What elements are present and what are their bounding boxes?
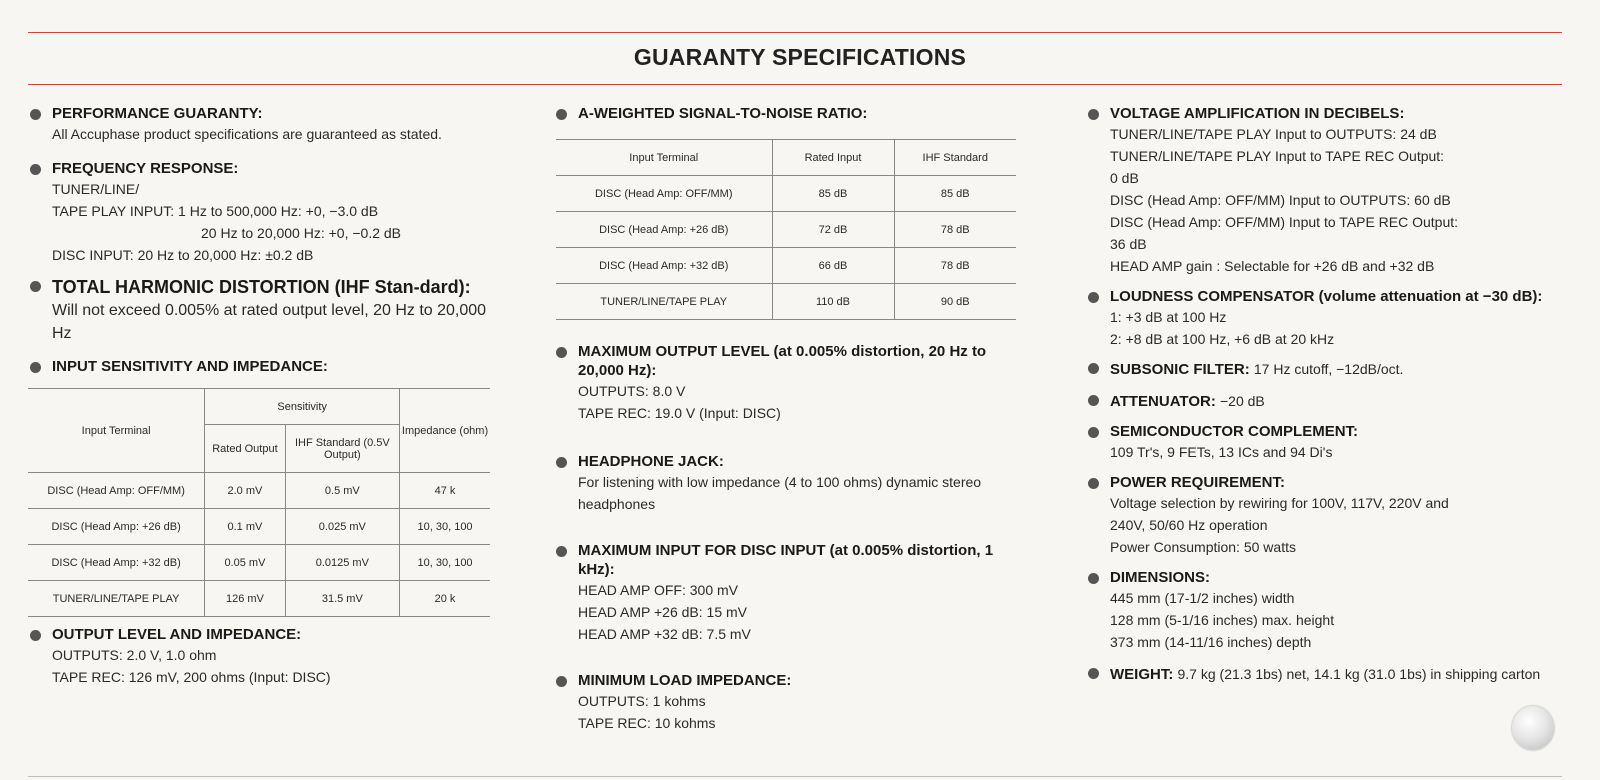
section-heading: MINIMUM LOAD IMPEDANCE: <box>578 672 792 689</box>
spec-line: 445 mm (17-1/2 inches) width <box>1110 590 1295 606</box>
spec-value: −20 dB <box>1220 393 1265 409</box>
table-header: Input Terminal <box>556 140 772 176</box>
spec-line: 240V, 50/60 Hz operation <box>1110 517 1268 533</box>
table-cell: TUNER/LINE/TAPE PLAY <box>28 581 205 617</box>
table-row <box>556 212 1016 248</box>
subsonic-filter-section <box>1088 358 1568 380</box>
thd-section <box>30 276 502 345</box>
spec-line: 36 dB <box>1110 236 1147 252</box>
section-heading: OUTPUT LEVEL AND IMPEDANCE: <box>52 626 302 643</box>
spec-line: Power Consumption: 50 watts <box>1110 539 1296 555</box>
section-heading: SEMICONDUCTOR COMPLEMENT: <box>1110 423 1359 440</box>
page-title: GUARANTY SPECIFICATIONS <box>633 44 967 70</box>
table-cell: 78 dB <box>894 212 1016 248</box>
semiconductor-section <box>1088 422 1568 463</box>
section-heading: LOUDNESS COMPENSATOR (volume attenuation at −30 dB): <box>1110 288 1543 305</box>
spec-line: TAPE REC: 10 kohms <box>578 715 716 731</box>
section-heading: HEADPHONE JACK: <box>578 453 724 470</box>
weight-section <box>1088 663 1568 685</box>
page-corner-button <box>1512 706 1554 750</box>
table-row <box>28 581 490 617</box>
section-body: For listening with low impedance (4 to 100 ohms) dynamic stereo headphones <box>578 474 982 512</box>
section-heading: VOLTAGE AMPLIFICATION IN DECIBELS: <box>1110 105 1405 122</box>
table-cell: 31.5 mV <box>285 581 399 617</box>
table-row <box>556 176 1016 212</box>
section-body: Will not exceed 0.005% at rated output level, 20 Hz to 20,000 Hz <box>52 302 487 342</box>
table-row <box>28 509 490 545</box>
table-row <box>556 284 1016 320</box>
table-cell: 20 k <box>400 581 490 617</box>
table-cell: 85 dB <box>772 176 894 212</box>
spec-line: HEAD AMP +32 dB: 7.5 mV <box>578 626 751 642</box>
spec-line: TUNER/LINE/ <box>52 181 140 197</box>
table-header: Rated Input <box>772 140 894 176</box>
section-body: 109 Tr's, 9 FETs, 13 ICs and 94 Di's <box>1110 444 1333 460</box>
spec-line: 373 mm (14-11/16 inches) depth <box>1110 634 1312 650</box>
spec-line: DISC (Head Amp: OFF/MM) Input to OUTPUTS: 60 dB <box>1110 192 1451 208</box>
table-row <box>28 473 490 509</box>
table-cell: 85 dB <box>894 176 1016 212</box>
table-header-row <box>556 140 1016 176</box>
frequency-response-section <box>30 159 502 266</box>
table-cell: 0.1 mV <box>205 509 285 545</box>
table-cell: DISC (Head Amp: +26 dB) <box>556 212 772 248</box>
power-requirement-section <box>1088 473 1568 558</box>
table-cell: 110 dB <box>772 284 894 320</box>
spec-line: TAPE REC: 126 mV, 200 ohms (Input: DISC) <box>52 669 331 685</box>
table-cell: TUNER/LINE/TAPE PLAY <box>556 284 772 320</box>
table-cell: 0.05 mV <box>205 545 285 581</box>
spec-line: 128 mm (5-1/16 inches) max. height <box>1110 612 1335 628</box>
spec-line: OUTPUTS: 8.0 V <box>578 383 686 399</box>
table-cell: DISC (Head Amp: OFF/MM) <box>556 176 772 212</box>
table-cell: 126 mV <box>205 581 285 617</box>
attenuator-section <box>1088 390 1568 412</box>
table-header: IHF Standard (0.5V Output) <box>285 425 399 473</box>
table-header: Rated Output <box>205 425 285 473</box>
spec-line: OUTPUTS: 2.0 V, 1.0 ohm <box>52 647 217 663</box>
footer-rule <box>28 776 1562 777</box>
section-heading: DIMENSIONS: <box>1110 569 1211 586</box>
input-sensitivity-section <box>30 357 502 376</box>
spec-line: DISC INPUT: 20 Hz to 20,000 Hz: ±0.2 dB <box>52 247 314 263</box>
spec-value: 17 Hz cutoff, −12dB/oct. <box>1253 361 1404 377</box>
table-header: Input Terminal <box>28 389 205 473</box>
section-body: All Accuphase product specifications are guaranteed as stated. <box>52 126 442 142</box>
section-heading: TOTAL HARMONIC DISTORTION (IHF Stan-dard): <box>52 277 471 297</box>
snr-table <box>556 139 1016 320</box>
section-heading: MAXIMUM INPUT FOR DISC INPUT (at 0.005% distortion, 1 kHz): <box>578 542 994 578</box>
table-cell: DISC (Head Amp: +26 dB) <box>28 509 205 545</box>
table-cell: 90 dB <box>894 284 1016 320</box>
table-cell: 72 dB <box>772 212 894 248</box>
spec-line: Voltage selection by rewiring for 100V, 117V, 220V and <box>1110 495 1449 511</box>
section-heading: ATTENUATOR: <box>1110 393 1216 410</box>
performance-guaranty-section <box>30 104 502 145</box>
column-1 <box>30 104 502 688</box>
column-2 <box>556 104 1032 734</box>
table-row <box>556 248 1016 284</box>
table-cell: DISC (Head Amp: +32 dB) <box>556 248 772 284</box>
section-heading: INPUT SENSITIVITY AND IMPEDANCE: <box>52 358 328 375</box>
table-cell: 0.0125 mV <box>285 545 399 581</box>
table-cell: 10, 30, 100 <box>400 545 490 581</box>
section-heading: MAXIMUM OUTPUT LEVEL (at 0.005% distortion, 20 Hz to 20,000 Hz): <box>578 343 987 379</box>
headphone-section <box>556 452 1032 515</box>
table-header: Sensitivity <box>205 389 400 425</box>
section-heading: POWER REQUIREMENT: <box>1110 474 1286 491</box>
spec-line: 1: +3 dB at 100 Hz <box>1110 309 1227 325</box>
table-header: IHF Standard <box>894 140 1016 176</box>
table-cell: DISC (Head Amp: OFF/MM) <box>28 473 205 509</box>
input-sensitivity-table <box>28 388 490 617</box>
table-cell: 78 dB <box>894 248 1016 284</box>
spec-line: 20 Hz to 20,000 Hz: +0, −0.2 dB <box>201 225 402 241</box>
table-cell: 10, 30, 100 <box>400 509 490 545</box>
spec-line: TUNER/LINE/TAPE PLAY Input to TAPE REC Output: <box>1110 148 1445 164</box>
spec-line: TUNER/LINE/TAPE PLAY Input to OUTPUTS: 24 dB <box>1110 126 1437 142</box>
spec-line: TAPE REC: 19.0 V (Input: DISC) <box>578 405 781 421</box>
spec-line: HEAD AMP gain : Selectable for +26 dB and +32 dB <box>1110 258 1435 274</box>
max-output-section <box>556 342 1032 424</box>
top-rule <box>28 32 1562 33</box>
section-heading: PERFORMANCE GUARANTY: <box>52 105 263 122</box>
spec-line: HEAD AMP OFF: 300 mV <box>578 582 739 598</box>
section-heading: SUBSONIC FILTER: <box>1110 361 1250 378</box>
table-cell: 2.0 mV <box>205 473 285 509</box>
table-cell: 66 dB <box>772 248 894 284</box>
spec-line: TAPE PLAY INPUT: 1 Hz to 500,000 Hz: +0, −3.0 dB <box>52 203 379 219</box>
title-rule <box>28 84 1562 85</box>
spec-line: OUTPUTS: 1 kohms <box>578 693 706 709</box>
output-level-section <box>30 625 502 688</box>
table-header-row <box>28 389 490 425</box>
table-cell: 0.025 mV <box>285 509 399 545</box>
table-header: Impedance (ohm) <box>400 389 490 473</box>
spec-line: DISC (Head Amp: OFF/MM) Input to TAPE REC Output: <box>1110 214 1459 230</box>
table-cell: 0.5 mV <box>285 473 399 509</box>
section-heading: WEIGHT: <box>1110 666 1174 683</box>
spec-value: 9.7 kg (21.3 1bs) net, 14.1 kg (31.0 1bs) in shipping carton <box>1177 666 1541 682</box>
spec-line: 2: +8 dB at 100 Hz, +6 dB at 20 kHz <box>1110 331 1335 347</box>
loudness-section <box>1088 287 1568 350</box>
voltage-amplification-section <box>1088 104 1568 277</box>
table-row <box>28 545 490 581</box>
column-3 <box>1088 104 1568 685</box>
table-cell: DISC (Head Amp: +32 dB) <box>28 545 205 581</box>
min-load-section <box>556 671 1032 734</box>
section-heading: A-WEIGHTED SIGNAL-TO-NOISE RATIO: <box>578 105 868 122</box>
dimensions-section <box>1088 568 1568 653</box>
table-cell: 47 k <box>400 473 490 509</box>
spec-line: HEAD AMP +26 dB: 15 mV <box>578 604 747 620</box>
spec-line: 0 dB <box>1110 170 1139 186</box>
section-heading: FREQUENCY RESPONSE: <box>52 160 239 177</box>
max-input-section <box>556 541 1032 645</box>
snr-section <box>556 104 1032 123</box>
